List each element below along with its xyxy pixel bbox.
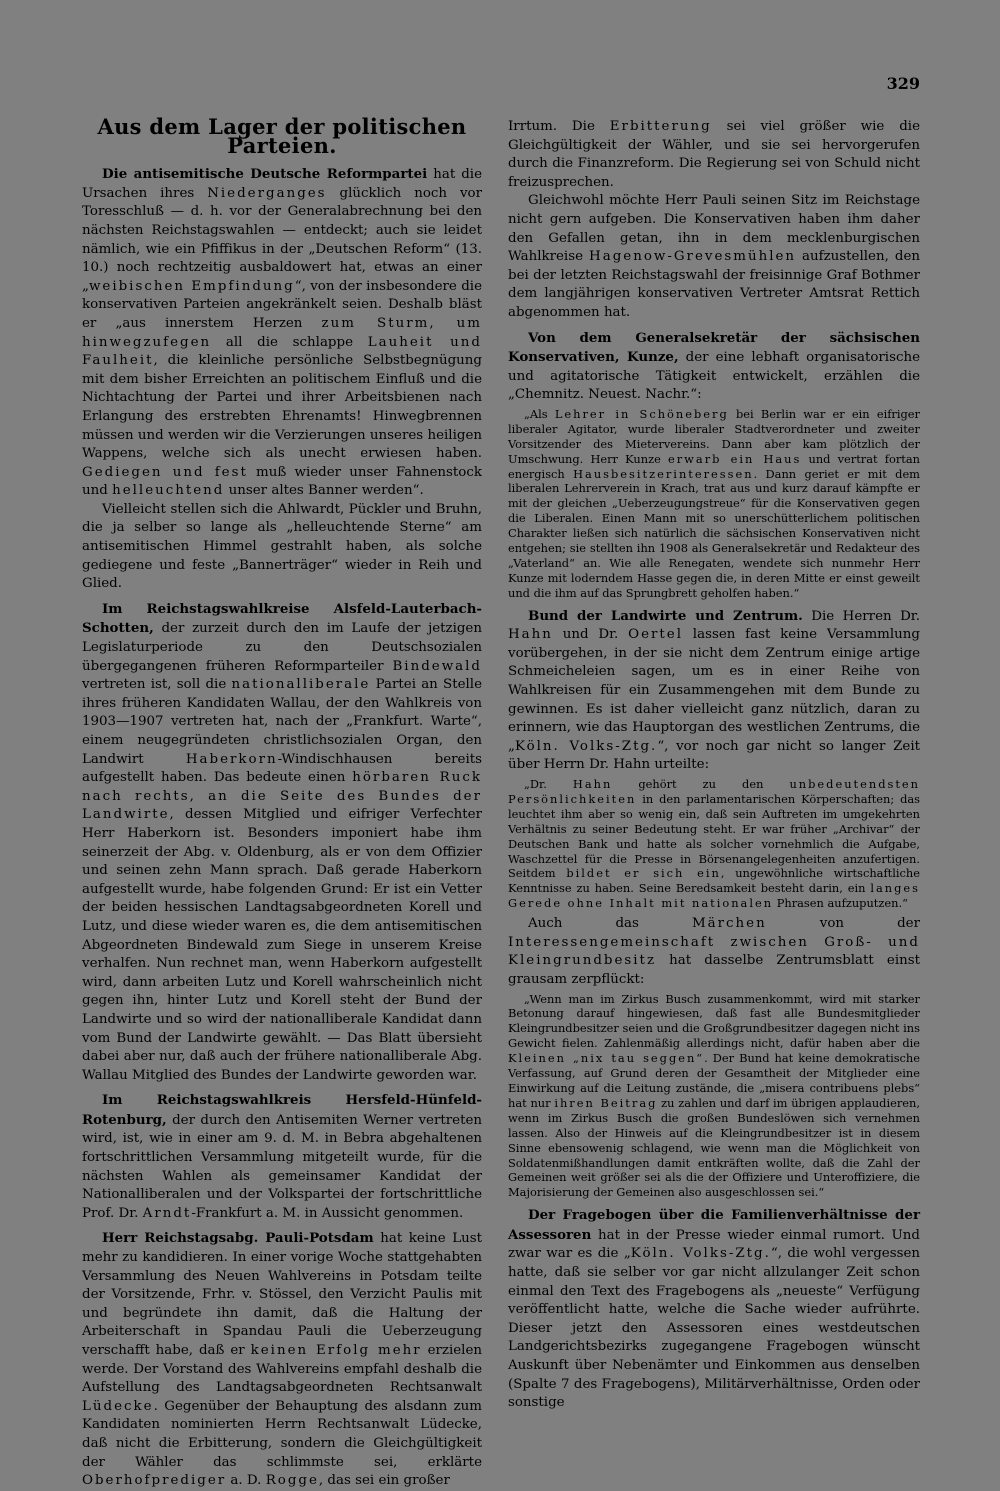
quote-kunze: „Als Lehrer in Schöneberg bei Berlin war er ein eifriger liberaler Agitator, wurde liberaler Stadtverordneter und zweiter Vorsitzender des Mietervereins. Dann aber kam plötzlich der Umschwung. Herr Kunze erwarb ein Haus und vertrat fortan energisch Hausbesitzerinteressen. Dann geriet er mit dem liberalen Lehrerverein in Krach, trat aus und kurz darauf kämpfte er mit der gleichen „Ueberzeugungstreue“ für die Konservativen gegen die Liberalen. Einen Mann mit so unerschütterlichem politischen Charakter ließen sich natürlich die sächsischen Konservativen nicht entgehen; sie stellten ihn 1908 als Generalsekretär und Redakteur des „Vaterland“ an. Wie alle Renegaten, wendete sich nunmehr Herr Kunze mit loderndem Hasse gegen die, in deren Mitte er einst geweilt und die ihm auf das Sprungbrett geholfen haben.“ xyxy=(508,406,920,600)
right-column xyxy=(508,118,921,1411)
article-title: Aus dem Lager der politischen Parteien. xyxy=(97,114,467,158)
paragraph-pauli-sitz: Gleichwohl möchte Herr Pauli seinen Sitz im Reichstage nicht gern aufgeben. Die Konservativen haben ihm daher den Gefallen getan, ihn in dem mecklenburgischen Wahlkreise Hagenow-Grevesmühlen aufzustellen, den bei der letzten Reichstagswahl der freisinnige Graf Bothmer dem langjährigen konservativen Vertreter Amtsrat Rettich abgenommen hat. xyxy=(508,193,920,320)
paragraph-ahlwardt: Vielleicht stellen sich die Ahlwardt, Pückler und Bruhn, die ja selber so lange als „helleuchtende Sterne“ am antisemitischen Himmel gestrahlt haben, als solche gediegene und feste „Bannerträger“ wieder in Reih und Glied. xyxy=(82,501,482,592)
paragraph-bund-zentrum: Bund der Landwirte und Zentrum. Die Herren Dr. Hahn und Dr. Oertel lassen fast keine Versammlung vorübergehen, in der sie nicht dem Zentrum einige artige Schmeicheleien sagen, um es in einer Reihe von Wahlkreisen für ein Zusammengehen mit dem Bunde zu gewinnen. Es ist daher vielleicht ganz nützlich, daran zu erinnern, wie das Hauptorgan des westlichen Zentrums, die „Köln. Volks-Ztg.“, vor noch gar nicht so langer Zeit über Herrn Dr. Hahn urteilte: xyxy=(508,607,921,773)
paragraph-irrtum: Irrtum. Die Erbitterung sei viel größer wie die Gleichgültigkeit der Wähler, und sie sei hervorgerufen durch die Finanzreform. Die Regierung sei von Schuld nicht freizusprechen. xyxy=(508,119,921,190)
paragraph-pauli: Herr Reichstagsabg. Pauli-Potsdam hat keine Lust mehr zu kandidieren. In einer vorige Woche stattgehabten Versammlung des Neuen Wahlvereins in Potsdam teilte der Vorsitzende, Frhr. v. Stössel, den Verzicht Paulis mit und begründete ihn damit, daß die Haltung der Arbeiterschaft in Spandau Pauli die Ueberzeugung verschafft habe, daß er keinen Erfolg mehr erzielen werde. Der Vorstand des Wahlvereins empfahl deshalb die Aufstellung des Landtagsabgeordneten Rechtsanwalt Lüdecke. Gegenüber der Behauptung des alsdann zum Kandidaten nominierten Herrn Rechtsanwalt Lüdecke, daß nicht die Erbitterung, sondern die Gleichgültigkeit der Wähler das schlimmste sei, erklärte Oberhofprediger a. D. Rogge, das sei ein großer xyxy=(82,1230,482,1489)
quote-zirkus-busch: „Wenn man im Zirkus Busch zusammenkommt, wird mit starker Betonung darauf hingewiesen, daß fast alle Bundesmitglieder Kleingrundbesitzer seien und die Großgrundbesitzer dagegen nicht ins Gewicht fielen. Zahlenmäßig allerdings nicht, dafür haben aber die Kleinen „nix tau seggen“. Der Bund hat keine demokratische Verfassung, auf Grund deren der Gesamtheit der Mitglieder eine Einwirkung auf die Leitung zustände, die „misera contribuens plebs“ hat nur ihren Beitrag zu zahlen und darf im übrigen applaudieren, wenn im Zirkus Busch die großen Bundeslöwen sich vernehmen lassen. Also der Hinweis auf die Kleingrundbesitzer ist in diesem Sinne ebensowenig schlagend, wie wenn man die Möglichkeit von Soldatenmißhandlungen damit entkräften wollte, daß die Zahl der Gemeinen weit größer sei als die der Offiziere und Unteroffiziere, die Majorisierung der Gemeinen also ausgeschlossen sei.“ xyxy=(508,991,921,1200)
lead-in: Die antisemitische Deutsche Reformpartei xyxy=(102,166,428,183)
lead-in: Herr Reichstagsabg. Pauli-Potsdam xyxy=(102,1230,374,1247)
lead-in: Bund der Landwirte und Zentrum. xyxy=(528,607,803,624)
page-number: 329 xyxy=(886,74,920,93)
lead-in: Im Reichstagswahlkreise Alsfeld-Lauterbach-Schotten, xyxy=(82,600,482,637)
paragraph-maerchen: Auch das Märchen von der Interessengemeinschaft zwischen Groß- und Kleingrundbesitz hat dasselbe Zentrumsblatt einst grausam zerpflückt: xyxy=(508,916,920,987)
lead-in: Im Reichstagswahlkreis Hersfeld-Hünfeld-Rotenburg, xyxy=(82,1092,482,1128)
paragraph-fragebogen: Der Fragebogen über die Familienverhältnisse der Assessoren hat in der Presse wieder einmal rumort. Und zwar war es die „Köln. Volks-Ztg.“, die wohl vergessen hatte, daß sie selber vor gar nicht allzulanger Zeit schon einmal den Text des Fragebogens als „neueste“ Verfügung veröffentlicht hatte, welche die Sache wieder aufrührte. Dieser jetzt den Assessoren eines westdeutschen Landgerichtsbezirks zugegangene Fragebogen wünscht Auskunft über Nebenämter und Einkommen aus denselben (Spalte 7 des Fragebogens), Militärverhältnisse, Orden oder sonstige xyxy=(508,1207,920,1411)
paragraph-hersfeld: Im Reichstagswahlkreis Hersfeld-Hünfeld-Rotenburg, der durch den Antisemiten Werner vertreten wird, ist, wie in einer am 9. d. M. in Bebra abgehaltenen fortschrittlichen Versammlung mitgeteilt wurde, für die nächsten Wahlen als gemeinsamer Kandidat der Nationalliberalen und der Volkspartei der fortschrittliche Prof. Dr. Arndt-Frankfurt a. M. in Aussicht genommen. xyxy=(82,1092,482,1221)
paragraph-alsfeld: Im Reichstagswahlkreise Alsfeld-Lauterbach-Schotten, der zurzeit durch den im Laufe der jetzigen Legislaturperiode zu den Deutschsozialen übergegangenen früheren Reformparteiler Bindewald vertreten ist, soll die nationalliberale Partei an Stelle ihres früheren Kandidaten Wallau, der den Wahlkreis von 1903—1907 vertreten hat, nach der „Frankfurt. Warte“, einem neugegründeten christlichsozialen Organ, den Landwirt Haberkorn-Windischhausen bereits aufgestellt haben. Das bedeute einen hörbaren Ruck nach rechts, an die Seite des Bundes der Landwirte, dessen Mitglied und eifriger Verfechter Herr Haberkorn ist. Besonders imponiert habe ihm seinerzeit der Abg. v. Oldenburg, als er von dem Offizier und seinen zehn Mann sprach. Daß gerade Haberkorn aufgestellt wurde, habe folgenden Grund: Er ist ein Vetter der beiden hessischen Landtagsabgeordneten Korell und Lutz, und diese wieder waren es, die dem antisemitischen Abgeordneten Bindewald zum Siege in unserem Kreise verhalfen. Nun rechnet man, wenn Haberkorn aufgestellt wird, dann arbeiten Lutz und Korell wahrscheinlich nicht gegen ihn, hinter Lutz und Korell steht der Bund der Landwirte und so wird der nationalliberale Kandidat dann vom Bund der Landwirte gewählt. — Das Blatt übersieht dabei aber nur, daß auch der frühere nationalliberale Abg. Wallau Mitglied des Bundes der Landwirte geworden war. xyxy=(82,600,482,1083)
paragraph-reformpartei: Die antisemitische Deutsche Reformpartei hat die Ursachen ihres Niederganges glücklich noch vor Toresschluß — d. h. vor der Generalabrechnung bei den nächsten Reichstagswahlen — entdeckt; auch sie leidet nämlich, wie ein Pfiffikus in der „Deutschen Reform“ (13. 10.) noch rechtzeitig ausbaldowert hat, etwas an einer „weibischen Empfindung“, von der insbesondere die konservativen Parteien angekränkelt seien. Deshalb bläst er „aus innerstem Herzen zum Sturm, um hinwegzufegen all die schlappe Lauheit und Faulheit, die kleinliche persönliche Selbstbegnügung mit dem bisher Erreichten an politischem Einfluß und die Nichtachtung der Partei und ihrer Arbeitsbienen nach Erlangung des erstrebten Ehrenamts! Hinwegbrennen müssen und werden wir die Verzierungen unseres heiligen Wappens, welche sich als unecht erwiesen haben. Gediegen und fest muß wieder unser Fahnenstock und helleuchtend unser altes Banner werden“. xyxy=(82,166,483,499)
paragraph-kunze: Von dem Generalsekretär der sächsischen Konservativen, Kunze, der eine lebhaft organisatorische und agitatorische Tätigkeit entwickelt, erzählen die „Chemnitz. Neuest. Nachr.“: xyxy=(508,329,920,403)
lead-in: Von dem Generalsekretär der sächsischen Konservativen, Kunze, xyxy=(508,329,920,366)
left-column xyxy=(82,114,483,1489)
quote-hahn: „Dr. Hahn gehört zu den unbedeutendsten Persönlichkeiten in den parlamentarischen Körperschaften; das leuchtet ihm aber so wenig ein, daß sein Auftreten im umgekehrten Verhältnis zu seiner Bedeutung steht. Er war früher „Archivar“ der Deutschen Bank und hatte als solcher vornehmlich die Aufgabe, Waschzettel für die Presse in Börsenangelegenheiten anzufertigen. Seitdem bildet er sich ein, ungewöhnliche wirtschaftliche Kenntnisse zu haben. Seine Beredsamkeit besteht darin, ein langes Gerede ohne Inhalt mit nationalen Phrasen aufzuputzen.“ xyxy=(508,777,920,911)
lead-in: Der Fragebogen über die Familienverhältnisse der Assessoren xyxy=(508,1207,920,1243)
